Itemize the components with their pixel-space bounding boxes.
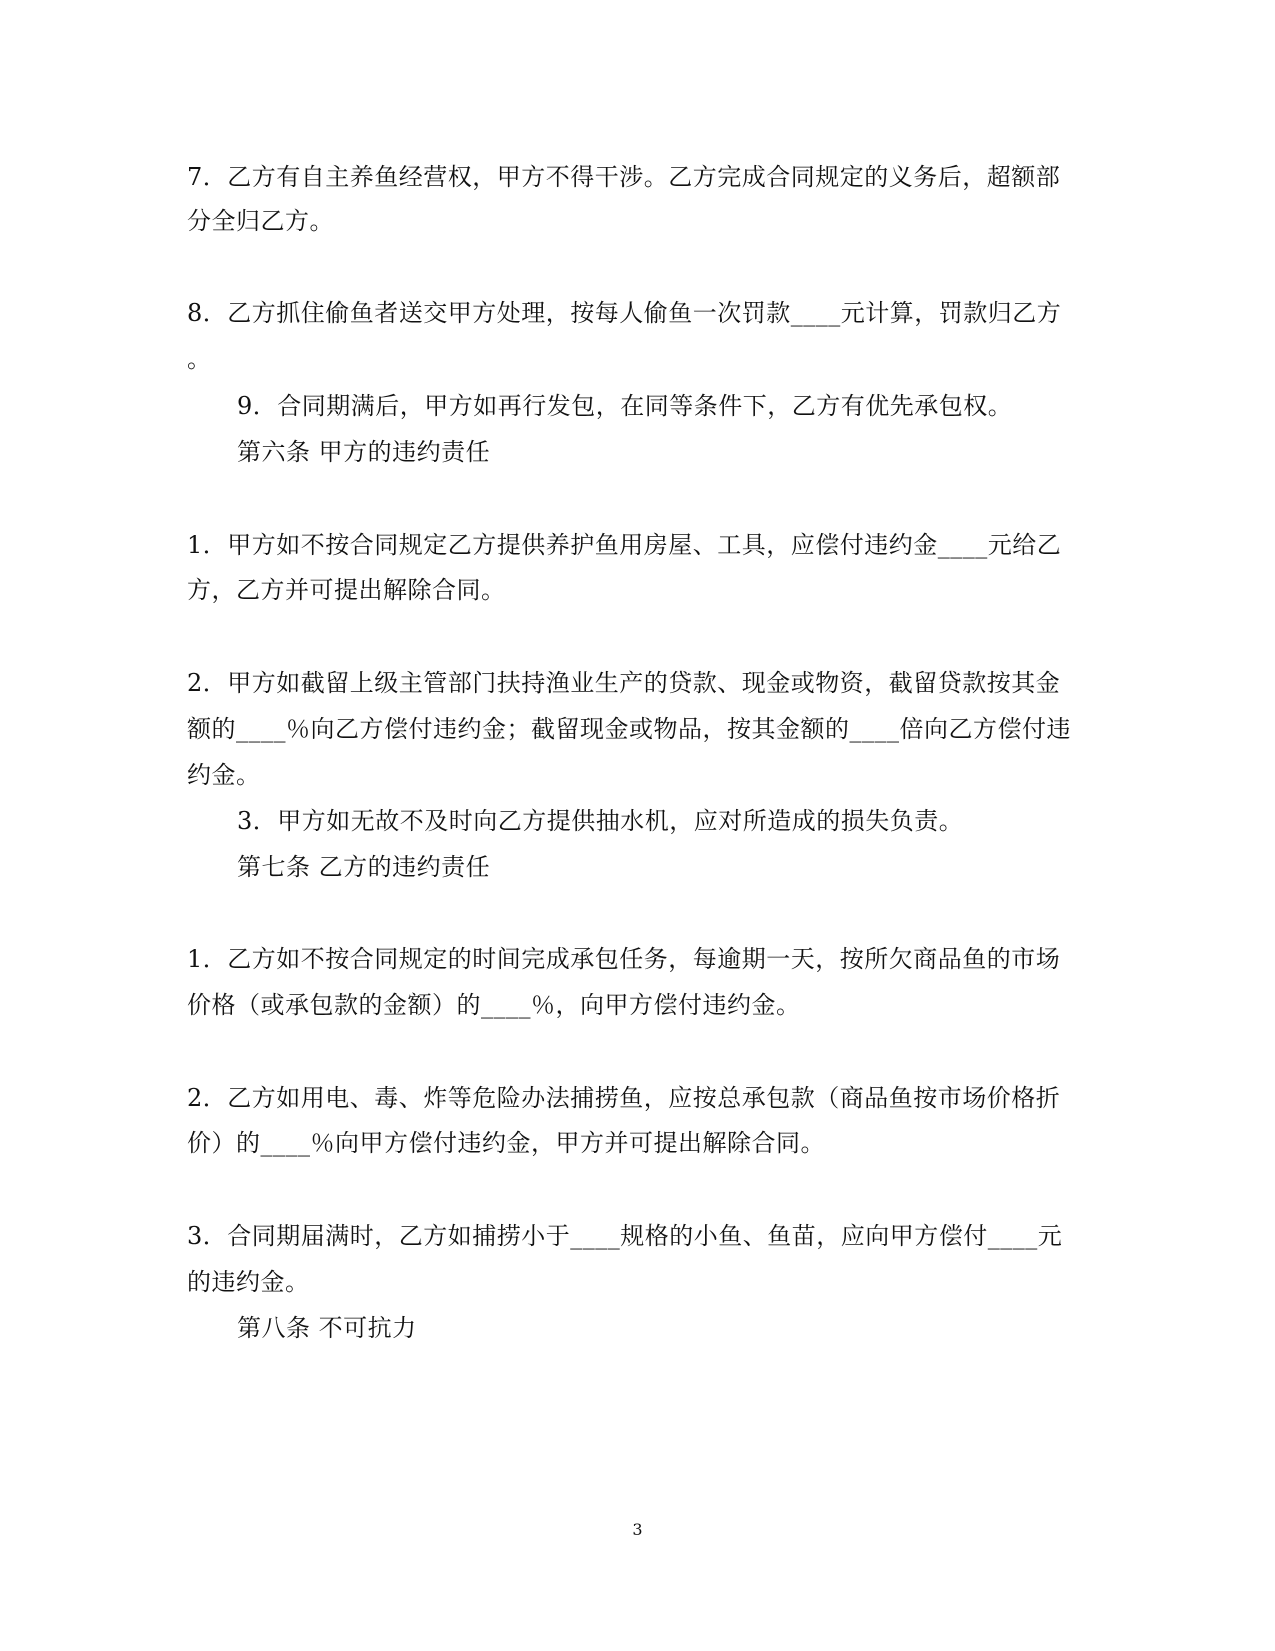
clause-7-2-line-2: 价）的____％向甲方偿付违约金，甲方并可提出解除合同。: [187, 1129, 825, 1157]
article-7-heading: 第七条 乙方的违约责任: [237, 853, 491, 881]
article-8-heading: 第八条 不可抗力: [237, 1314, 417, 1342]
clause-5-8-line-2: 。: [187, 345, 212, 373]
clause-7-3-line-1: 3．合同期届满时，乙方如捕捞小于____规格的小鱼、鱼苗，应向甲方偿付____元: [187, 1222, 1063, 1250]
article-6-heading: 第六条 甲方的违约责任: [237, 438, 491, 466]
clause-5-7-line-1: 7．乙方有自主养鱼经营权，甲方不得干涉。乙方完成合同规定的义务后，超额部: [187, 163, 1061, 191]
clause-6-1-line-1: 1．甲方如不按合同规定乙方提供养护鱼用房屋、工具，应偿付违约金____元给乙: [187, 531, 1062, 559]
clause-7-1-line-2: 价格（或承包款的金额）的____％，向甲方偿付违约金。: [187, 991, 801, 1019]
clause-6-3: 3．甲方如无故不及时向乙方提供抽水机，应对所造成的损失负责。: [237, 807, 964, 835]
clause-7-3-line-2: 的违约金。: [187, 1268, 310, 1296]
clause-5-8-line-1: 8．乙方抓住偷鱼者送交甲方处理，按每人偷鱼一次罚款____元计算，罚款归乙方: [187, 299, 1062, 327]
clause-6-2-line-2: 额的____％向乙方偿付违约金；截留现金或物品，按其金额的____倍向乙方偿付违: [187, 715, 1071, 743]
page-number: 3: [632, 1520, 643, 1539]
clause-7-2-line-1: 2．乙方如用电、毒、炸等危险办法捕捞鱼，应按总承包款（商品鱼按市场价格折: [187, 1084, 1061, 1112]
clause-6-2-line-1: 2．甲方如截留上级主管部门扶持渔业生产的贷款、现金或物资，截留贷款按其金: [187, 669, 1061, 697]
clause-5-9: 9．合同期满后，甲方如再行发包，在同等条件下，乙方有优先承包权。: [237, 392, 1013, 420]
clause-6-1-line-2: 方，乙方并可提出解除合同。: [187, 576, 506, 604]
clause-6-2-line-3: 约金。: [187, 761, 261, 789]
clause-5-7-line-2: 分全归乙方。: [187, 207, 334, 235]
clause-7-1-line-1: 1．乙方如不按合同规定的时间完成承包任务，每逾期一天，按所欠商品鱼的市场: [187, 945, 1061, 973]
